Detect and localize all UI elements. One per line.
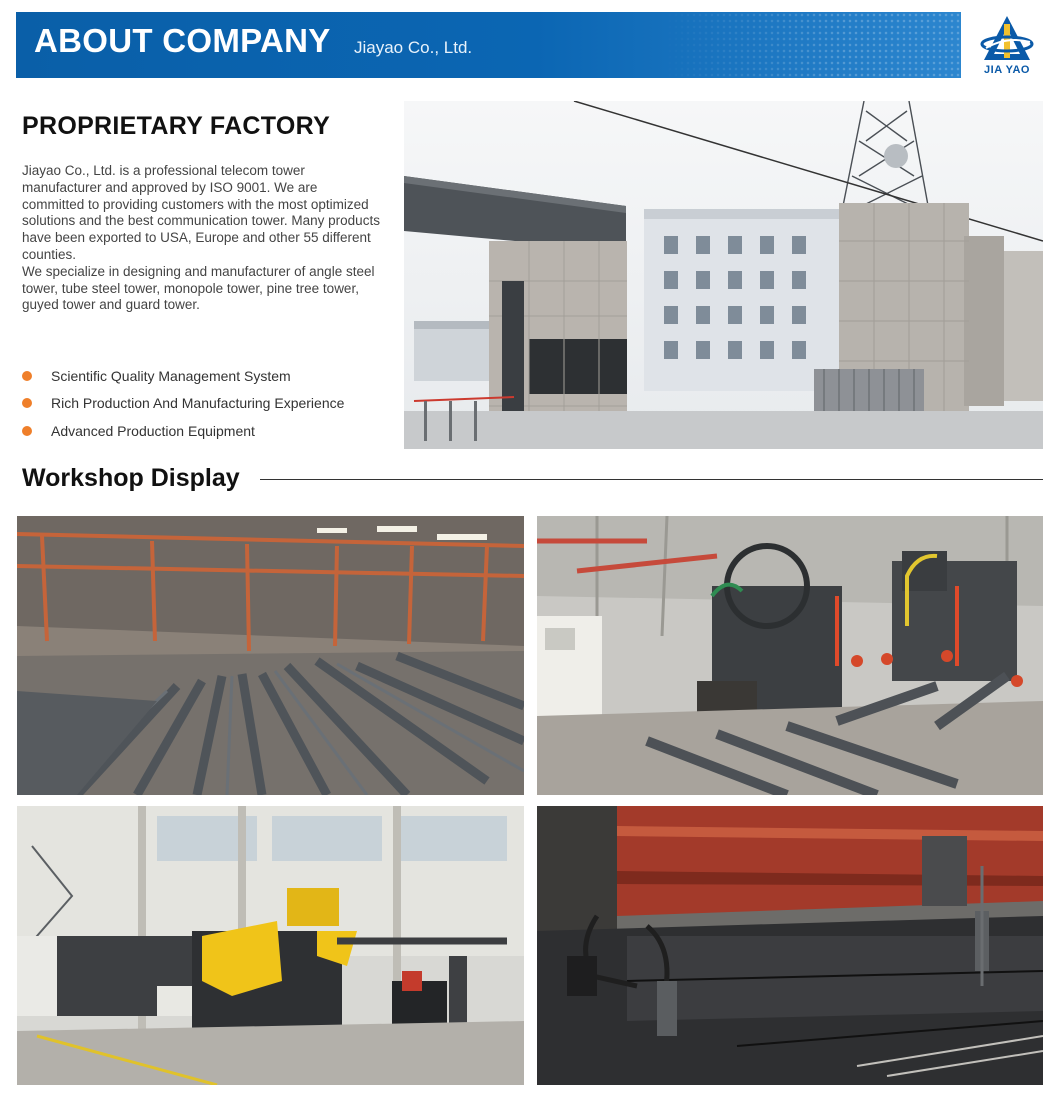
company-logo <box>972 14 1042 80</box>
feature-item <box>22 390 344 418</box>
banner-dot-pattern <box>661 12 961 78</box>
workshop-photo-steel-stock <box>17 516 524 795</box>
logo-mark-icon <box>980 14 1034 64</box>
workshop-photo-cnc-angle-line <box>17 806 524 1085</box>
factory-heading: PROPRIETARY FACTORY <box>22 112 331 140</box>
factory-gate-photo <box>404 101 1043 449</box>
workshop-photo-angle-punching-line <box>537 516 1043 795</box>
workshop-heading: Workshop Display <box>22 464 240 492</box>
company-name: Jiayao Co., Ltd. <box>354 38 473 57</box>
feature-item <box>22 417 344 445</box>
bullet-dot-icon <box>22 426 32 436</box>
header-banner <box>16 12 961 78</box>
factory-description <box>22 163 382 314</box>
page-title: ABOUT COMPANY <box>34 22 331 59</box>
description-paragraph: Jiayao Co., Ltd. is a professional telecom tower manufacturer and approved by ISO 9001. We are committed to providing customers with the most optimized solutions and the best communication tower. Many products have been exported to USA, Europe and other 55 different counties. <box>22 163 380 262</box>
bullet-dot-icon <box>22 371 32 381</box>
feature-item <box>22 362 344 390</box>
feature-list <box>22 362 344 445</box>
description-paragraph: We specialize in designing and manufacturer of angle steel tower, tube steel tower, monopole tower, pine tree tower, guyed tower and guard tower. <box>22 263 375 313</box>
feature-label: Rich Production And Manufacturing Experience <box>51 395 345 412</box>
feature-label: Scientific Quality Management System <box>51 367 291 384</box>
workshop-photo-plasma-cutting <box>537 806 1043 1085</box>
bullet-dot-icon <box>22 398 32 408</box>
logo-text: JIA YAO <box>984 64 1030 76</box>
section-divider <box>260 479 1043 480</box>
feature-label: Advanced Production Equipment <box>51 422 255 439</box>
